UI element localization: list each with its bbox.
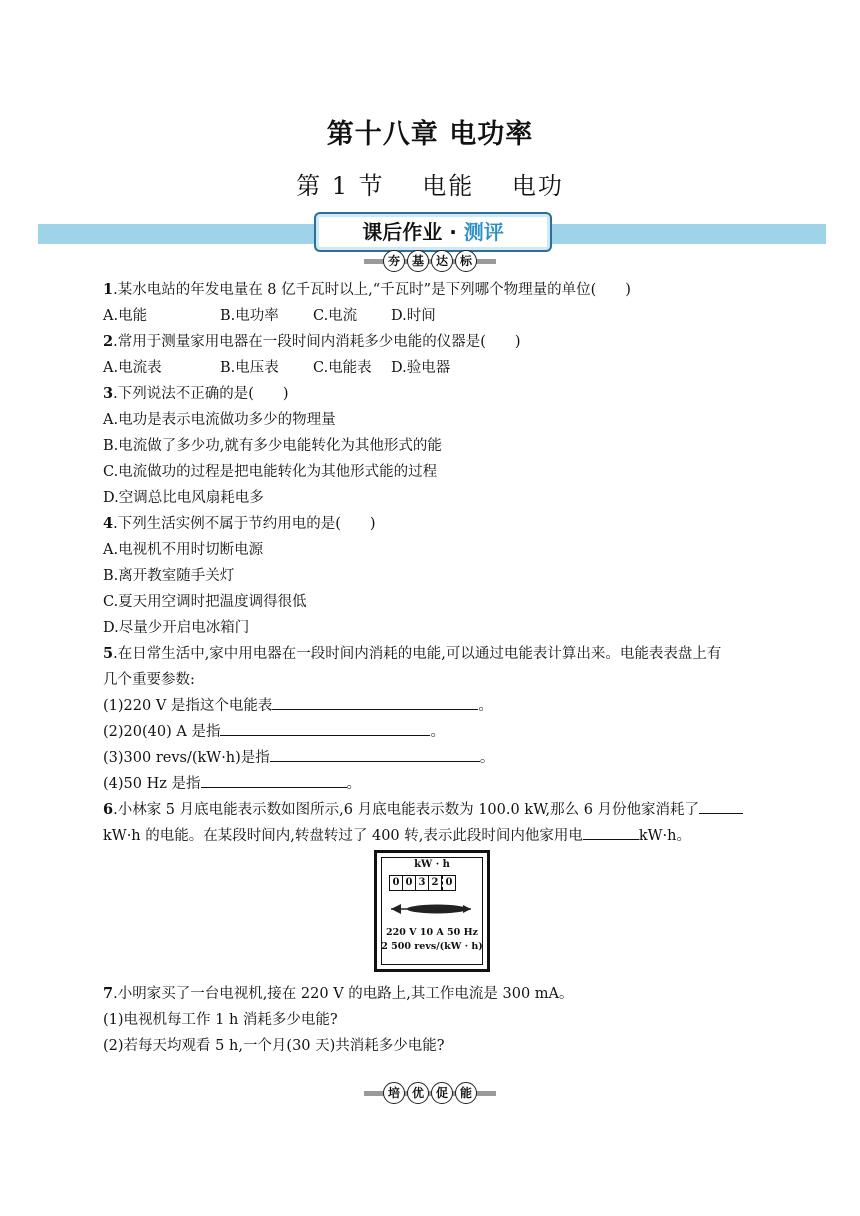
tag-char: 促 [431,1082,453,1104]
meter-digit: 0 [390,876,403,890]
option: B.电功率 [220,308,279,324]
meter-digit: 0 [403,876,416,890]
electricity-meter-figure [374,850,490,972]
question-1-options [103,304,436,325]
question-5-continued: 几个重要参数: [103,672,195,688]
option: D.时间 [391,308,436,324]
question-5-item-4: (4)50 Hz 是指 。 [103,772,361,793]
question-1: 1.某水电站的年发电量在 8 亿千瓦时以上,“千瓦时”是下列哪个物理量的单位( ) [103,281,631,298]
answer-blank[interactable] [201,773,347,788]
option: C.电流做功的过程是把电能转化为其他形式能的过程 [103,464,438,480]
chapter-title: 第十八章 电功率 [326,119,534,150]
option: A.电功是表示电流做功多少的物理量 [103,412,336,428]
question-2: 2.常用于测量家用电器在一段时间内消耗多少电能的仪器是( ) [103,333,521,350]
meter-digit: 3 [416,876,429,890]
meter-spec-2: 2 500 revs/(kW · h) [381,941,483,952]
tag-char: 能 [455,1082,477,1104]
option: A.电流表 [103,360,162,376]
option: A.电视机不用时切断电源 [103,542,264,558]
meter-spec-1: 220 V 10 A 50 Hz [386,927,478,938]
meter-unit: kW · h [414,859,450,870]
banner-text-main: 课后作业 · [362,220,464,244]
question-7-sub-1: (1)电视机每工作 1 h 消耗多少电能? [103,1012,338,1028]
question-5-item-1: (1)220 V 是指这个电能表 。 [103,694,493,715]
section-tag-advanced [364,1082,496,1102]
tag-char: 夯 [383,250,405,272]
option: C.电流 [313,308,358,324]
tag-char: 标 [455,250,477,272]
tag-char: 基 [407,250,429,272]
question-3: 3.下列说法不正确的是( ) [103,385,289,402]
answer-blank[interactable] [220,721,430,736]
option: B.离开教室随手关灯 [103,568,235,584]
section-number: 第 1 节 [296,172,385,200]
option: A.电能 [103,308,148,324]
option: D.尽量少开启电冰箱门 [103,620,250,636]
question-5-item-2: (2)20(40) A 是指 。 [103,720,445,741]
question-7: 7.小明家买了一台电视机,接在 220 V 的电路上,其工作电流是 300 mA。 [103,985,574,1002]
banner-text-accent: 测评 [463,220,504,244]
answer-blank[interactable] [699,799,743,814]
answer-blank[interactable] [270,747,480,762]
answer-blank[interactable] [583,825,639,840]
section-word-1: 电能 [422,172,475,200]
section-word-2: 电功 [511,172,564,200]
question-5: 5.在日常生活中,家中用电器在一段时间内消耗的电能,可以通过电能表计算出来。电能表表盘上有 [103,645,722,662]
meter-disc-arrow-icon [387,899,475,919]
option: B.电流做了多少功,就有多少电能转化为其他形式的能 [103,438,442,454]
option: D.验电器 [391,360,451,376]
tag-char: 达 [431,250,453,272]
meter-digits [389,875,456,891]
question-6-continued: kW·h 的电能。在某段时间内,转盘转过了 400 转,表示此段时间内他家用电 kW·h。 [103,824,691,845]
answer-blank[interactable] [272,695,478,710]
section-title [0,166,860,201]
question-4: 4.下列生活实例不属于节约用电的是( ) [103,515,376,532]
question-2-options [103,356,450,377]
tag-char: 培 [383,1082,405,1104]
tag-char: 优 [407,1082,429,1104]
option: B.电压表 [220,360,279,376]
question-5-item-3: (3)300 revs/(kW·h)是指 。 [103,746,494,767]
question-7-sub-2: (2)若每天均观看 5 h,一个月(30 天)共消耗多少电能? [103,1038,445,1054]
option: D.空调总比电风扇耗电多 [103,490,264,506]
meter-digit: 2 [429,876,442,890]
section-tag-basic [364,250,496,270]
meter-digit: 0 [442,876,455,890]
option: C.夏天用空调时把温度调得很低 [103,594,307,610]
option: C.电能表 [313,360,372,376]
question-6: 6.小林家 5 月底电能表示数如图所示,6 月底电能表示数为 100.0 kW,那么 6 月份他家消耗了 [103,798,743,819]
homework-banner [314,212,552,252]
